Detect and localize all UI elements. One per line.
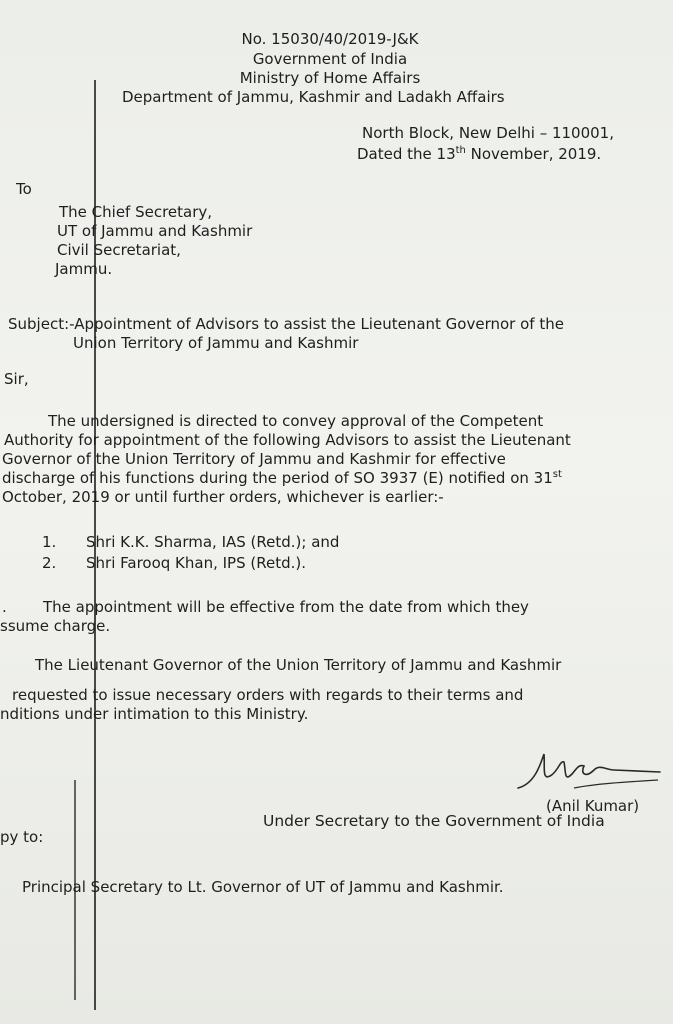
subject-line: Union Territory of Jammu and Kashmir bbox=[73, 334, 359, 352]
recipient-line: Civil Secretariat, bbox=[57, 241, 181, 259]
list-number: 1. bbox=[42, 533, 57, 551]
body-line: nditions under intimation to this Ministry. bbox=[0, 705, 309, 723]
salutation: Sir, bbox=[4, 370, 29, 388]
date-line: Dated the 13th November, 2019. bbox=[357, 145, 602, 163]
body-line: requested to issue necessary orders with regards to their terms and bbox=[12, 686, 524, 704]
body-line: discharge of his functions during the period of SO 3937 (E) notified on 31st bbox=[2, 469, 562, 487]
signature-mark bbox=[514, 748, 664, 802]
place: North Block, New Delhi – 110001, bbox=[362, 124, 614, 142]
to-label: To bbox=[16, 180, 32, 198]
advisor-name: Shri K.K. Sharma, IAS (Retd.); and bbox=[86, 533, 340, 551]
file-number: No. 15030/40/2019-J&K bbox=[241, 30, 419, 48]
copy-label: py to: bbox=[0, 828, 44, 846]
paragraph-marker: . bbox=[2, 598, 7, 616]
subject-line: Subject:-Appointment of Advisors to assist the Lieutenant Governor of the bbox=[8, 315, 564, 333]
body-line: October, 2019 or until further orders, whichever is earlier:- bbox=[2, 488, 444, 506]
ministry-name: Ministry of Home Affairs bbox=[239, 69, 421, 87]
recipient-line: The Chief Secretary, bbox=[59, 203, 213, 221]
recipient-line: UT of Jammu and Kashmir bbox=[57, 222, 253, 240]
list-number: 2. bbox=[42, 554, 57, 572]
signatory-name: (Anil Kumar) bbox=[546, 797, 640, 815]
government-name: Government of India bbox=[252, 50, 408, 68]
body-line: Governor of the Union Territory of Jammu and Kashmir for effective bbox=[2, 450, 506, 468]
copy-recipient: Principal Secretary to Lt. Governor of UT of Jammu and Kashmir. bbox=[22, 878, 504, 896]
signatory-designation: Under Secretary to the Government of India bbox=[263, 812, 605, 830]
body-line: Authority for appointment of the following Advisors to assist the Lieutenant bbox=[4, 431, 571, 449]
body-line: The appointment will be effective from the date from which they bbox=[43, 598, 529, 616]
department-name: Department of Jammu, Kashmir and Ladakh Affairs bbox=[122, 88, 505, 106]
body-line: ssume charge. bbox=[0, 617, 111, 635]
body-line: The undersigned is directed to convey approval of the Competent bbox=[48, 412, 544, 430]
body-line: The Lieutenant Governor of the Union Territory of Jammu and Kashmir bbox=[35, 656, 562, 674]
advisor-name: Shri Farooq Khan, IPS (Retd.). bbox=[86, 554, 307, 572]
recipient-line: Jammu. bbox=[55, 260, 113, 278]
